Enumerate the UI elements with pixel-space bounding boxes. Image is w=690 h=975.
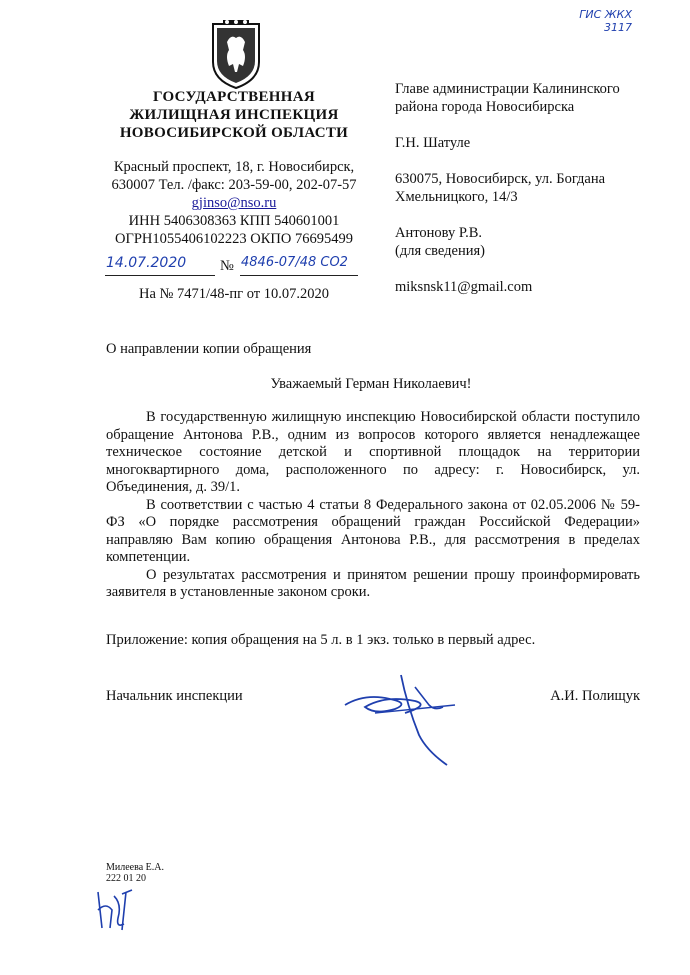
copy-recipient-name: Антонову Р.В. [395, 225, 483, 241]
outgoing-number: 4846-07/48 СО2 [241, 255, 348, 270]
ogrn-okpo: ОГРН1055406102223 ОКПО 76695499 [115, 231, 353, 247]
address-line-2: 630007 Тел. /факс: 203-59-00, 202-07-57 [111, 177, 357, 193]
copy-recipient-note: (для сведения) [395, 243, 486, 259]
sender-organization [100, 88, 368, 142]
outgoing-date-number [100, 255, 368, 281]
recipient-line-1: Главе администрации Калининского [395, 81, 620, 97]
signer-position: Начальник инспекции [106, 688, 243, 704]
org-line-1: ГОСУДАРСТВЕННАЯ [153, 89, 315, 105]
corner-note-line1: ГИС ЖКХ [579, 8, 632, 21]
recipient-address-1: 630075, Новосибирск, ул. Богдана [395, 171, 606, 187]
body-paragraph: О результатах рассмотрения и принятом решении прошу проинформировать заявителя в установленные законом сроки. [106, 566, 640, 600]
initials-mark-icon [92, 884, 142, 934]
letter-subject: О направлении копии обращения [106, 341, 312, 357]
body-paragraph: В соответствии с частью 4 статьи 8 Федерального закона от 02.05.2006 № 59-ФЗ «О порядке рассмотрения обращений граждан Российской Федерации» направляю Вам копию обращения Антонова Р.В., для рассмотрения в пределах компетенции. [106, 496, 640, 565]
attachment-note: Приложение: копия обращения на 5 л. в 1 экз. только в первый адрес. [106, 632, 536, 648]
executor-name: Милеева Е.А. [106, 862, 164, 873]
corner-handwritten-note [579, 8, 632, 34]
sender-address-block [100, 158, 368, 248]
outgoing-date: 14.07.2020 [106, 255, 187, 271]
date-underline [105, 275, 215, 276]
recipient-name: Г.Н. Шатуле [395, 135, 471, 151]
coat-of-arms-icon [207, 20, 265, 90]
recipient-address-2: Хмельницкого, 14/3 [395, 189, 518, 205]
handwritten-signature-icon [335, 665, 475, 770]
recipient-line-2: района города Новосибирска [395, 99, 575, 115]
reference-number: На № 7471/48-пг от 10.07.2020 [139, 286, 329, 302]
executor-phone: 222 01 20 [106, 873, 146, 884]
recipient-block [395, 80, 675, 296]
address-line-1: Красный проспект, 18, г. Новосибирск, [113, 159, 355, 175]
letter-greeting: Уважаемый Герман Николаевич! [270, 376, 472, 392]
number-sign: № [220, 258, 234, 274]
signer-name: А.И. Полищук [550, 688, 640, 704]
org-line-2: ЖИЛИЩНАЯ ИНСПЕКЦИЯ [129, 107, 339, 123]
executor-info [106, 862, 164, 884]
org-line-3: НОВОСИБИРСКОЙ ОБЛАСТИ [119, 125, 349, 141]
inn-kpp: ИНН 5406308363 КПП 540601001 [128, 213, 340, 229]
sender-email-link[interactable]: gjinso@nso.ru [191, 195, 277, 211]
letter-body [106, 409, 640, 602]
corner-note-line2: 3117 [604, 21, 632, 34]
body-paragraph: В государственную жилищную инспекцию Новосибирской области поступило обращение Антонова Р.В., одним из вопросов которого является ненадлежащее техническое состояние детской и спортивной площадок на территории многоквартирного дома, расположенного по адресу: г. Новосибирск, ул. Объединения, д. 39/1. [106, 409, 640, 495]
number-underline [240, 275, 358, 276]
copy-recipient-email[interactable]: miksnsk11@gmail.com [395, 279, 533, 295]
